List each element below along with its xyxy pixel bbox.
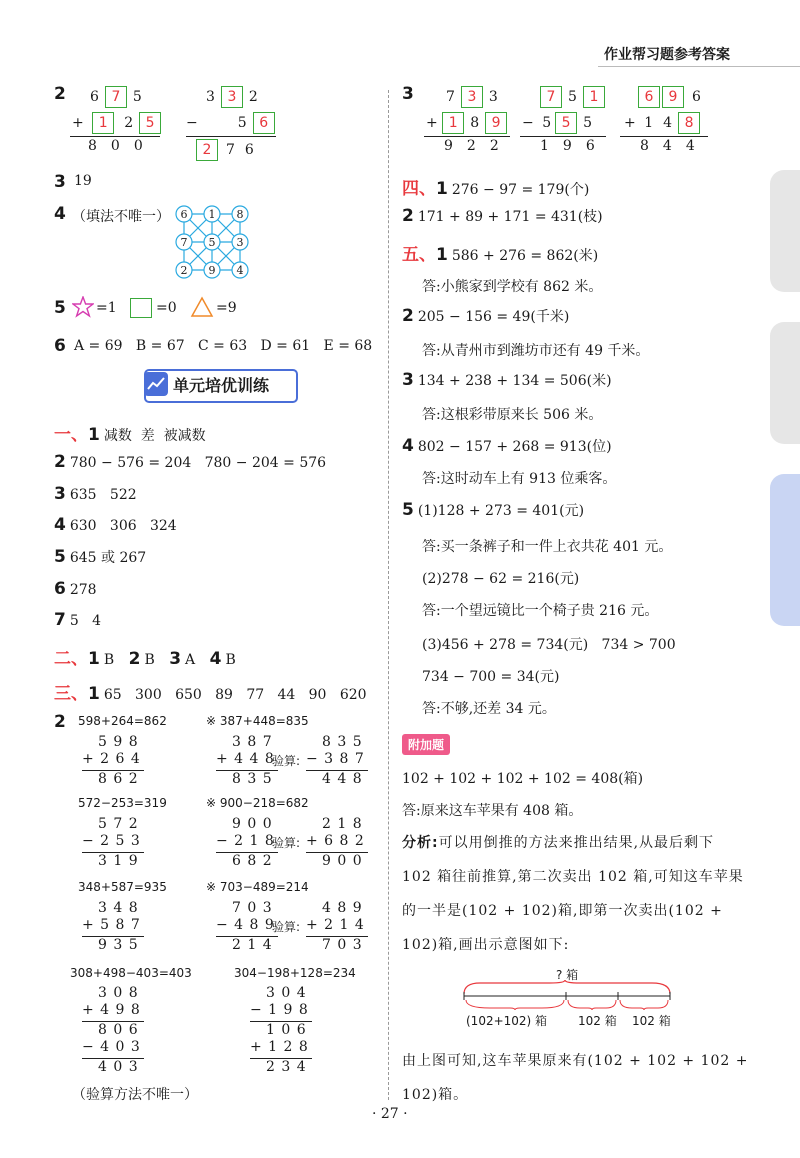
answer-box: 7 xyxy=(540,86,562,108)
s5-item-2-answer: 答:从青州市到潍坊市还有 49 千米。 xyxy=(422,343,650,359)
s5-item-1: 五、1 586 + 276 = 862(米) xyxy=(402,245,599,265)
s5-item-3: 3 134 + 238 + 134 = 506(米) xyxy=(402,370,612,390)
calc-8-l4: + 1 2 8 xyxy=(250,1039,309,1055)
s5-item-5-line-5: (3)456 + 278 = 734(元) 734 > 700 xyxy=(422,637,676,653)
s5-item-2: 2 205 − 156 = 49(千米) xyxy=(402,306,570,326)
svg-text:9: 9 xyxy=(208,264,216,277)
calc-4-check: 验算: xyxy=(272,836,301,850)
s2-answers: 二、1 B 2 B 3 A 4 B xyxy=(54,649,236,669)
calc-3-l1: 5 7 2 xyxy=(98,816,139,832)
s5-item-3-answer: 答:这根彩带原来长 506 米。 xyxy=(422,407,603,423)
q6-answer: A = 69 B = 67 C = 63 D = 61 E = 68 xyxy=(74,338,373,354)
s4-item-1: 四、1 276 − 97 = 179(个) xyxy=(402,179,590,199)
answer-box: 3 xyxy=(461,86,483,108)
answer-box: 7 xyxy=(105,86,127,108)
r-q3c-row3: 844 xyxy=(640,138,709,154)
calc-6-l3: 2 1 4 xyxy=(232,937,273,953)
star-value: =1 xyxy=(96,300,117,316)
r-q3-number: 3 xyxy=(402,84,414,104)
answer-box: 5 xyxy=(555,112,577,134)
calc-2-check: 验算: xyxy=(272,754,301,768)
s5-item-5-line-4: 答:一个望远镜比一个椅子贵 216 元。 xyxy=(422,603,659,619)
r-q3a-row1: 7 3 3 xyxy=(446,86,498,108)
svg-text:1: 1 xyxy=(208,208,216,221)
r-q3c-row2: + 1 4 8 xyxy=(624,112,700,134)
calc-3-l3: 3 1 9 xyxy=(98,853,139,869)
s5-item-5-line-7: 答:不够,还差 34 元。 xyxy=(422,701,556,717)
s4-item-2: 2 171 + 89 + 171 = 431(枝) xyxy=(402,206,603,226)
side-tab-1 xyxy=(770,170,800,292)
calc-7-l1: 3 0 8 xyxy=(98,985,139,1001)
calc-1-l3: 8 6 2 xyxy=(98,771,139,787)
r-q3a-line xyxy=(424,136,510,137)
q2b-row3: 2 7 6 xyxy=(196,139,254,161)
svg-text:3: 3 xyxy=(236,236,244,249)
r-q3c-line xyxy=(620,136,708,137)
answer-box: 1 xyxy=(583,86,605,108)
addon-equation: 102 + 102 + 102 + 102 = 408(箱) xyxy=(402,771,644,787)
calc-2-eq: ※ 387+448=835 xyxy=(206,714,309,728)
addon-conclusion-1: 由上图可知,这车苹果原来有(102 + 102 + 102 + xyxy=(402,1053,749,1069)
square-value: =0 xyxy=(156,300,177,316)
answer-box: 1 xyxy=(442,112,464,134)
answer-box: 6 xyxy=(253,112,275,134)
q2b-line xyxy=(186,136,276,137)
calc-7-l2: + 4 9 8 xyxy=(82,1002,141,1018)
s1-item-5: 5 645 或 267 xyxy=(54,547,147,567)
calc-6-check: 验算: xyxy=(272,920,301,934)
s1-item-1: 一、1 减数 差 被减数 xyxy=(54,425,206,445)
s5-item-1-answer: 答:小熊家到学校有 862 米。 xyxy=(422,279,603,295)
s1-item-3: 3 635 522 xyxy=(54,484,137,504)
answer-box: 8 xyxy=(678,112,700,134)
calc-7-eq: 308+498−403=403 xyxy=(70,966,192,980)
answer-box: 5 xyxy=(139,112,161,134)
calc-4-l3: 6 8 2 xyxy=(232,853,273,869)
addon-conclusion-2: 102)箱。 xyxy=(402,1087,469,1103)
diagram-bar xyxy=(460,980,674,1010)
diagram-seg-2: 102 箱 xyxy=(578,1014,617,1028)
addon-analysis-2: 102 箱往前推算,第二次卖出 102 箱,可知这车苹果 xyxy=(402,869,744,885)
r-q3b-row3: 196 xyxy=(540,138,609,154)
q3-number: 3 xyxy=(54,172,66,192)
section-banner: 单元培优训练 xyxy=(144,369,298,403)
calc-1-eq: 598+264=862 xyxy=(78,714,167,728)
answer-box: 1 xyxy=(92,112,114,134)
calc-8-l2: − 1 9 8 xyxy=(250,1002,309,1018)
calc-1-l2: + 2 6 4 xyxy=(82,751,141,767)
calc-5-l1: 3 4 8 xyxy=(98,900,139,916)
q6-number: 6 xyxy=(54,336,66,356)
calc-6-eq: ※ 703−489=214 xyxy=(206,880,309,894)
answer-box: 6 xyxy=(638,86,660,108)
calc-4-l1: 9 0 0 xyxy=(232,816,273,832)
s1-item-7: 7 5 4 xyxy=(54,610,102,630)
calc-4-k1: 2 1 8 xyxy=(322,816,363,832)
calc-2-k2: − 3 8 7 xyxy=(306,751,365,767)
side-tab-3 xyxy=(770,474,800,626)
diagram-total-label: ? 箱 xyxy=(556,968,579,982)
answer-box: 9 xyxy=(485,112,507,134)
page-number: · 27 · xyxy=(372,1106,408,1122)
triangle-value: =9 xyxy=(216,300,237,316)
s5-item-5-line-3: (2)278 − 62 = 216(元) xyxy=(422,571,580,587)
svg-text:7: 7 xyxy=(180,236,188,249)
svg-text:4: 4 xyxy=(236,264,244,277)
triangle-icon xyxy=(190,296,214,318)
r-q3b-line xyxy=(520,136,606,137)
svg-text:2: 2 xyxy=(180,264,188,277)
column-divider xyxy=(388,90,389,1100)
calc-note: （验算方法不唯一） xyxy=(72,1087,198,1103)
svg-text:5: 5 xyxy=(208,236,216,249)
s5-item-5-line-2: 答:买一条裤子和一件上衣共花 401 元。 xyxy=(422,539,673,555)
answer-box: 3 xyxy=(221,86,243,108)
calc-3-l2: − 2 5 3 xyxy=(82,833,141,849)
r-q3b-row2: − 5 5 5 xyxy=(522,112,592,134)
s1-item-4: 4 630 306 324 xyxy=(54,515,177,535)
diagram-seg-3: 102 箱 xyxy=(632,1014,671,1028)
calc-4-eq: ※ 900−218=682 xyxy=(206,796,309,810)
calc-6-k2: + 2 1 4 xyxy=(306,917,365,933)
calc-5-eq: 348+587=935 xyxy=(78,880,167,894)
calc-7-l3: 8 0 6 xyxy=(98,1022,139,1038)
s3-q2-number: 2 xyxy=(54,712,66,732)
q2b-row2: − 5 6 xyxy=(186,112,275,134)
q2-number: 2 xyxy=(54,84,66,104)
q5-number: 5 xyxy=(54,298,66,318)
q2a-row1: 6 7 5 xyxy=(90,86,142,108)
calc-7-l5: 4 0 3 xyxy=(98,1059,139,1075)
q3-answer: 19 xyxy=(74,173,92,189)
s1-item-6: 6 278 xyxy=(54,579,97,599)
s5-item-5-line-6: 734 − 700 = 34(元) xyxy=(422,669,560,685)
diagram-seg-1: (102+102) 箱 xyxy=(466,1014,548,1028)
calc-2-k1: 8 3 5 xyxy=(322,734,363,750)
svg-text:8: 8 xyxy=(236,208,244,221)
star-icon xyxy=(72,296,94,318)
calc-6-k1: 4 8 9 xyxy=(322,900,363,916)
header-divider xyxy=(598,66,800,67)
calc-2-l2: + 4 4 8 xyxy=(216,751,275,767)
r-q3b-row1: 7 5 1 xyxy=(540,86,605,108)
q2a-row3: 800 xyxy=(88,138,157,154)
calc-7-l4: − 4 0 3 xyxy=(82,1039,141,1055)
answer-box: 9 xyxy=(662,86,684,108)
calc-4-k3: 9 0 0 xyxy=(322,853,363,869)
r-q3c-row1: 6 9 6 xyxy=(638,86,701,108)
q2a-row2: + 1 2 5 xyxy=(72,112,161,134)
calc-2-l1: 3 8 7 xyxy=(232,734,273,750)
answer-box: 2 xyxy=(196,139,218,161)
addon-analysis-1: 分析:可以用倒推的方法来推出结果,从最后剩下 xyxy=(402,835,715,851)
side-tab-2 xyxy=(770,322,800,444)
calc-3-eq: 572−253=319 xyxy=(78,796,167,810)
q2b-row1: 3 3 2 xyxy=(206,86,258,108)
calc-4-l2: − 2 1 8 xyxy=(216,833,275,849)
addon-analysis-3: 的一半是(102 + 102)箱,即第一次卖出(102 + xyxy=(402,903,723,919)
chart-icon xyxy=(144,372,168,396)
calc-8-l1: 3 0 4 xyxy=(266,985,307,1001)
r-q3a-row2: + 1 8 9 xyxy=(426,112,507,134)
q2a-line xyxy=(70,136,160,137)
r-q3a-row3: 922 xyxy=(444,138,513,154)
s5-item-4-answer: 答:这时动车上有 913 位乘客。 xyxy=(422,471,617,487)
calc-1-l1: 5 9 8 xyxy=(98,734,139,750)
svg-text:6: 6 xyxy=(180,208,188,221)
s5-item-4: 4 802 − 157 + 268 = 913(位) xyxy=(402,436,612,456)
calc-8-eq: 304−198+128=234 xyxy=(234,966,356,980)
calc-6-l2: − 4 8 9 xyxy=(216,917,275,933)
calc-8-l5: 2 3 4 xyxy=(266,1059,307,1075)
calc-6-k3: 7 0 3 xyxy=(322,937,363,953)
s5-item-5: 5 (1)128 + 273 = 401(元) xyxy=(402,500,585,520)
calc-4-k2: + 6 8 2 xyxy=(306,833,365,849)
s1-item-2: 2 780 − 576 = 204 780 − 204 = 576 xyxy=(54,452,327,472)
addon-tag: 附加题 xyxy=(402,734,450,755)
addon-answer: 答:原来这车苹果有 408 箱。 xyxy=(402,803,583,819)
calc-2-l3: 8 3 5 xyxy=(232,771,273,787)
calc-2-k3: 4 4 8 xyxy=(322,771,363,787)
calc-8-l3: 1 0 6 xyxy=(266,1022,307,1038)
calc-5-l2: + 5 8 7 xyxy=(82,917,141,933)
magic-grid xyxy=(170,202,252,282)
q4-number: 4 xyxy=(54,204,66,224)
calc-5-l3: 9 3 5 xyxy=(98,937,139,953)
header-title: 作业帮习题参考答案 xyxy=(604,47,730,63)
calc-6-l1: 7 0 3 xyxy=(232,900,273,916)
s3-item-1: 三、1 65 300 650 89 77 44 90 620 xyxy=(54,684,367,704)
addon-analysis-4: 102)箱,画出示意图如下: xyxy=(402,937,570,953)
square-icon xyxy=(130,298,152,318)
q4-note: （填法不唯一） xyxy=(72,209,170,225)
